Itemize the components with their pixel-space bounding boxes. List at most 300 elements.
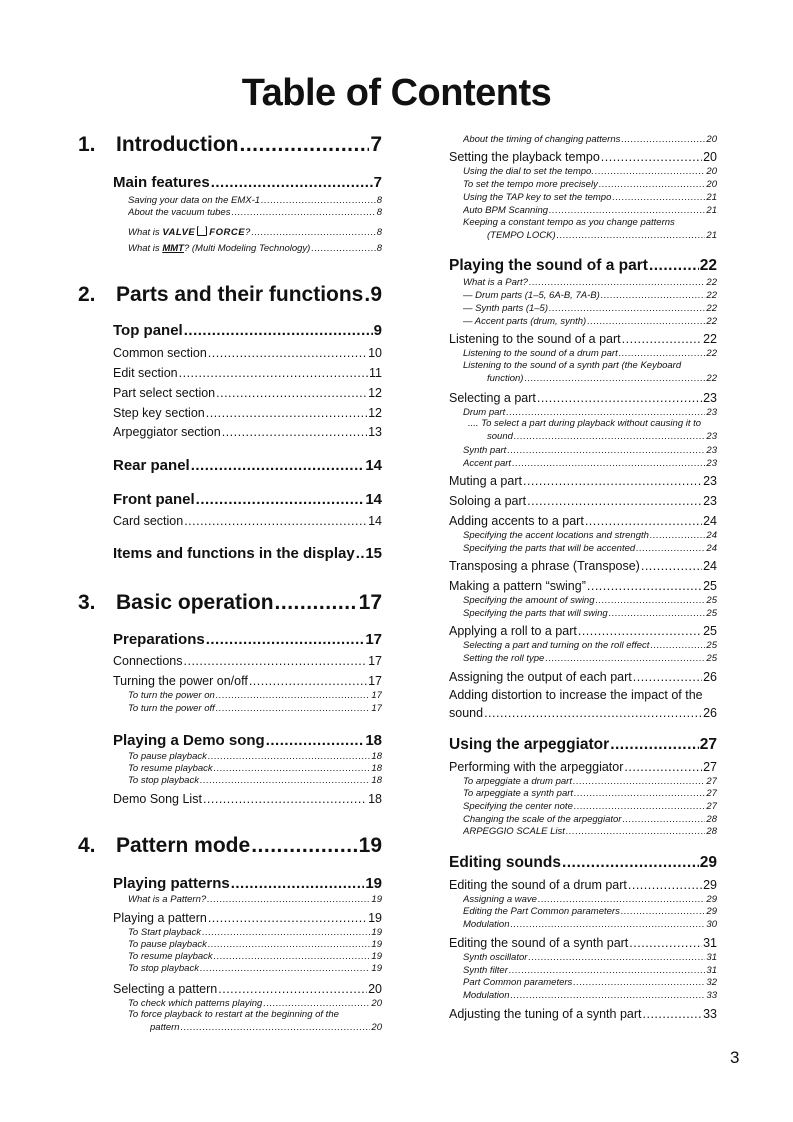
vacuum-tube-icon xyxy=(197,226,207,236)
toc-item[interactable] xyxy=(463,652,717,664)
toc-item[interactable] xyxy=(463,529,717,541)
leader-dots xyxy=(601,290,706,301)
page-ref: 24 xyxy=(703,559,717,573)
leader-dots xyxy=(222,425,367,439)
toc-subsection[interactable] xyxy=(113,672,382,688)
page-ref: 25 xyxy=(703,579,717,593)
toc-item[interactable] xyxy=(128,226,382,238)
page-ref: 9 xyxy=(370,283,382,306)
toc-item[interactable] xyxy=(128,242,382,254)
leader-dots xyxy=(557,230,706,241)
page-ref: 12 xyxy=(368,386,382,400)
toc-item[interactable] xyxy=(463,457,717,469)
entry-title: Synth part xyxy=(463,445,507,456)
leader-dots xyxy=(207,894,370,905)
entry-title: Setting the playback tempo xyxy=(449,150,600,164)
leader-dots xyxy=(275,591,358,615)
entry-title: Editing sounds xyxy=(449,854,561,871)
entry-title: Making a pattern “swing” xyxy=(449,579,586,593)
page-ref: 24 xyxy=(706,543,717,554)
force-logo: FORCE xyxy=(209,227,246,238)
leader-dots xyxy=(587,316,705,327)
entry-title: Arpeggiator section xyxy=(113,425,221,439)
toc-item[interactable] xyxy=(463,178,717,190)
toc-item[interactable] xyxy=(463,775,717,787)
entry-title xyxy=(78,133,238,157)
entry-title: — Drum parts (1–5, 6A-B, 7A-B) xyxy=(463,290,600,301)
leader-dots xyxy=(231,207,375,218)
chapter-title: Introduction xyxy=(116,133,239,156)
toc-section[interactable] xyxy=(113,489,382,508)
leader-dots xyxy=(231,875,365,892)
toc-item[interactable] xyxy=(463,406,717,418)
toc-item[interactable] xyxy=(463,289,717,301)
toc-item[interactable] xyxy=(463,444,717,456)
toc-section[interactable] xyxy=(113,172,382,191)
entry-title: Playing patterns xyxy=(113,875,230,892)
page-ref: 20 xyxy=(706,166,717,177)
page-ref: 22 xyxy=(706,348,717,359)
entry-title: Adding accents to a part xyxy=(449,514,584,528)
page-ref: 26 xyxy=(703,670,717,684)
toc-subsection[interactable] xyxy=(113,404,382,420)
leader-dots xyxy=(585,514,702,528)
page-ref: 23 xyxy=(706,445,717,456)
entry-title: Setting the roll type xyxy=(463,653,545,664)
toc-subsection[interactable] xyxy=(449,622,717,638)
page-ref: 25 xyxy=(706,595,717,606)
page-ref: 18 xyxy=(368,792,382,806)
toc-subsection[interactable] xyxy=(113,790,382,806)
entry-title: Editing the sound of a drum part xyxy=(449,878,627,892)
page-ref: 7 xyxy=(373,174,382,191)
toc-section[interactable] xyxy=(449,256,717,275)
toc-item[interactable] xyxy=(463,813,717,825)
toc-subsection[interactable] xyxy=(113,344,382,360)
leader-dots xyxy=(566,826,706,837)
toc-item[interactable] xyxy=(487,229,717,241)
toc-item-line1[interactable]: To force playback to restart at the beginning of the xyxy=(128,1009,339,1020)
page-ref: 22 xyxy=(703,332,717,346)
page-ref: 25 xyxy=(706,653,717,664)
leader-dots xyxy=(181,1022,371,1033)
toc-subsection-line1[interactable]: Adding distortion to increase the impact of the xyxy=(449,688,703,702)
leader-dots xyxy=(218,982,367,996)
toc-item[interactable] xyxy=(128,774,382,786)
toc-item-line1[interactable]: .... To select a part during playback without causing it to xyxy=(468,418,702,429)
leader-dots xyxy=(507,445,705,456)
page-ref: 8 xyxy=(376,207,382,218)
toc-item[interactable] xyxy=(463,302,717,314)
toc-item[interactable] xyxy=(128,938,382,950)
leader-dots xyxy=(206,631,365,648)
leader-dots xyxy=(266,732,365,749)
toc-subsection[interactable] xyxy=(113,980,382,996)
entry-title: To turn the power off xyxy=(128,703,215,714)
page-ref: 9 xyxy=(373,322,382,339)
toc-subsection[interactable] xyxy=(113,384,382,400)
page-ref: 27 xyxy=(703,760,717,774)
toc-item[interactable] xyxy=(128,926,382,938)
page-ref: 28 xyxy=(706,814,717,825)
toc-subsection[interactable] xyxy=(449,512,717,528)
toc-item-line1[interactable]: Keeping a constant tempo as you change patterns xyxy=(463,217,675,228)
page-ref: 29 xyxy=(706,894,717,905)
page-ref: 8 xyxy=(376,195,382,206)
toc-subsection[interactable] xyxy=(449,704,717,720)
leader-dots xyxy=(612,192,705,203)
toc-section[interactable] xyxy=(113,730,382,749)
entry-title: ARPEGGIO SCALE List xyxy=(463,826,565,837)
entry-title: About the vacuum tubes xyxy=(128,207,231,218)
toc-item[interactable] xyxy=(487,372,717,384)
leader-dots xyxy=(609,608,706,619)
page-ref: 33 xyxy=(703,1007,717,1021)
entry-title: To resume playback xyxy=(128,951,213,962)
page-ref: 20 xyxy=(703,150,717,164)
toc-item[interactable] xyxy=(463,204,717,216)
leader-dots xyxy=(214,951,371,962)
page-ref: 31 xyxy=(706,965,717,976)
leader-dots xyxy=(206,406,367,420)
toc-subsection[interactable] xyxy=(449,668,717,684)
toc-item[interactable] xyxy=(463,893,717,905)
entry-title: To arpeggiate a synth part xyxy=(463,788,574,799)
page-ref: 25 xyxy=(703,624,717,638)
entry-title: Assigning the output of each part xyxy=(449,670,632,684)
leader-dots xyxy=(578,624,702,638)
page-ref: 27 xyxy=(706,788,717,799)
toc-item[interactable] xyxy=(463,133,717,145)
entry-title: To set the tempo more precisely xyxy=(463,179,598,190)
page-ref: 7 xyxy=(370,133,382,156)
entry-title xyxy=(128,243,310,254)
page-ref: 14 xyxy=(365,491,382,508)
page-ref: 29 xyxy=(699,854,717,871)
page-ref: 21 xyxy=(706,192,717,203)
toc-item[interactable] xyxy=(128,962,382,974)
entry-title: Specifying the center note xyxy=(463,801,573,812)
toc-item[interactable] xyxy=(128,206,382,218)
page-ref: 11 xyxy=(369,366,382,380)
leader-dots xyxy=(211,174,373,191)
leader-dots xyxy=(649,257,699,275)
page-ref: 23 xyxy=(703,494,717,508)
toc-chapter-1[interactable] xyxy=(78,131,382,157)
toc-item[interactable] xyxy=(463,639,717,651)
leader-dots xyxy=(529,277,705,288)
page-ref: 22 xyxy=(706,303,717,314)
page-ref: 25 xyxy=(706,640,717,651)
leader-dots xyxy=(527,494,702,508)
page-ref: 20 xyxy=(706,134,717,145)
entry-text: Parts and their functions xyxy=(116,283,364,306)
leader-dots xyxy=(610,736,699,754)
page-ref: 17 xyxy=(358,591,382,614)
page-ref: 14 xyxy=(368,514,382,528)
entry-title: Drum part xyxy=(463,407,506,418)
leader-dots xyxy=(356,545,365,562)
entry-title: Listening to the sound of a drum part xyxy=(463,348,618,359)
leader-dots xyxy=(184,654,368,668)
entry-title: Playing a pattern xyxy=(113,911,207,925)
toc-subsection[interactable] xyxy=(449,1005,717,1021)
chapter-number: 1. xyxy=(78,133,96,156)
toc-item[interactable] xyxy=(463,976,717,988)
entry-title: sound xyxy=(449,706,484,720)
toc-item[interactable] xyxy=(128,194,382,206)
page-ref: 19 xyxy=(371,963,382,974)
entry-text: 4. xyxy=(78,834,96,857)
toc-section[interactable] xyxy=(113,320,382,339)
page-ref: 23 xyxy=(706,407,717,418)
leader-dots xyxy=(596,595,706,606)
page-ref: 8 xyxy=(376,227,382,238)
entry-title: What is a Pattern? xyxy=(128,894,207,905)
page-ref: 22 xyxy=(699,257,717,274)
leader-dots xyxy=(208,751,371,762)
entry-title: Synth filter xyxy=(463,965,508,976)
page-ref: 18 xyxy=(371,751,382,762)
entry-title: Playing a Demo song xyxy=(113,732,265,749)
page-ref: 17 xyxy=(365,631,382,648)
toc-item[interactable] xyxy=(463,918,717,930)
entry-title: Modulation xyxy=(463,919,510,930)
entry-text: Pattern mode xyxy=(116,834,251,857)
leader-dots xyxy=(629,936,702,950)
entry-title: Specifying the parts that will be accented xyxy=(463,543,636,554)
entry-title: — Synth parts (1–5) xyxy=(463,303,549,314)
leader-dots xyxy=(216,690,371,701)
leader-dots xyxy=(261,195,376,206)
leader-dots xyxy=(574,801,706,812)
toc-item[interactable] xyxy=(128,997,382,1009)
entry-title: Rear panel xyxy=(113,457,190,474)
toc-item[interactable] xyxy=(463,951,717,963)
entry-title: To check which patterns playing xyxy=(128,998,263,1009)
toc-item[interactable] xyxy=(150,1021,382,1033)
toc-item[interactable] xyxy=(128,893,382,905)
page-ref: 17 xyxy=(368,654,382,668)
leader-dots xyxy=(633,670,702,684)
page-ref: 31 xyxy=(706,952,717,963)
toc-item[interactable] xyxy=(463,825,717,837)
toc-item[interactable] xyxy=(463,315,717,327)
toc-item[interactable] xyxy=(463,191,717,203)
toc-section[interactable] xyxy=(449,735,717,754)
page-ref: 24 xyxy=(703,514,717,528)
toc-subsection[interactable] xyxy=(449,148,717,164)
page-ref: 31 xyxy=(703,936,717,950)
entry-title: Synth oscillator xyxy=(463,952,528,963)
toc-item[interactable] xyxy=(463,787,717,799)
entry-title: function) xyxy=(487,373,524,384)
leader-dots xyxy=(506,407,705,418)
entry-title: (TEMPO LOCK) xyxy=(487,230,556,241)
toc-item[interactable] xyxy=(463,964,717,976)
leader-dots xyxy=(622,814,705,825)
page-ref: 19 xyxy=(358,834,382,857)
toc-subsection[interactable] xyxy=(113,909,382,925)
leader-dots xyxy=(641,559,702,573)
entry-text: ? (Multi Modeling Technology) xyxy=(183,243,311,254)
toc-item-line1[interactable]: Listening to the sound of a synth part (the Keyboard xyxy=(463,360,682,371)
entry-title: Edit section xyxy=(113,366,178,380)
toc-subsection[interactable] xyxy=(449,472,717,488)
entry-title: Applying a roll to a part xyxy=(449,624,577,638)
leader-dots xyxy=(208,939,371,950)
page-ref: 19 xyxy=(371,927,382,938)
toc-chapter-2[interactable] xyxy=(78,281,382,307)
leader-dots xyxy=(537,391,702,405)
page-ref: 29 xyxy=(703,878,717,892)
page-ref: 20 xyxy=(371,998,382,1009)
entry-title: Accent part xyxy=(463,458,512,469)
toc-item[interactable] xyxy=(128,750,382,762)
toc-subsection[interactable] xyxy=(449,577,717,593)
page-ref: 19 xyxy=(371,951,382,962)
toc-subsection[interactable] xyxy=(113,364,382,380)
toc-chapter-4[interactable] xyxy=(78,832,382,858)
leader-dots xyxy=(200,963,370,974)
entry-title: To Start playback xyxy=(128,927,202,938)
page-ref: 21 xyxy=(706,205,717,216)
toc-item[interactable] xyxy=(463,989,717,1001)
leader-dots xyxy=(643,1007,703,1021)
toc-item[interactable] xyxy=(463,594,717,606)
toc-item[interactable] xyxy=(463,800,717,812)
toc-subsection[interactable] xyxy=(113,512,382,528)
toc-item[interactable] xyxy=(463,905,717,917)
leader-dots xyxy=(196,491,365,508)
toc-subsection[interactable] xyxy=(449,389,717,405)
page-ref: 23 xyxy=(703,474,717,488)
entry-title: About the timing of changing patterns xyxy=(463,134,621,145)
leader-dots xyxy=(251,834,357,858)
entry-title: To resume playback xyxy=(128,763,213,774)
page-ref: 21 xyxy=(706,230,717,241)
toc-item[interactable] xyxy=(487,430,717,442)
section-title: Main features xyxy=(113,174,210,191)
entry-title: Card section xyxy=(113,514,184,528)
leader-dots xyxy=(574,788,705,799)
toc-subsection[interactable] xyxy=(449,492,717,508)
toc-item[interactable] xyxy=(463,165,717,177)
entry-text: What is xyxy=(128,243,160,254)
page-ref: 17 xyxy=(371,690,382,701)
toc-subsection[interactable] xyxy=(449,758,717,774)
leader-dots xyxy=(636,543,705,554)
toc-item[interactable] xyxy=(128,950,382,962)
toc-subsection[interactable] xyxy=(449,876,717,892)
toc-subsection[interactable] xyxy=(449,557,717,573)
leader-dots xyxy=(510,990,705,1001)
toc-section[interactable] xyxy=(113,629,382,648)
entry-title: Specifying the accent locations and strength xyxy=(463,530,649,541)
page-ref: 20 xyxy=(368,982,382,996)
toc-item[interactable] xyxy=(463,347,717,359)
entry-title: Front panel xyxy=(113,491,195,508)
leader-dots xyxy=(595,166,705,177)
leader-dots xyxy=(510,919,705,930)
page-ref: 32 xyxy=(706,977,717,988)
toc-chapter-3[interactable] xyxy=(78,589,382,615)
leader-dots xyxy=(549,303,705,314)
page-number: 3 xyxy=(730,1048,740,1067)
page-ref: 33 xyxy=(706,990,717,1001)
leader-dots xyxy=(573,776,705,787)
entry-text: Basic operation xyxy=(116,591,274,614)
entry-text: ? xyxy=(245,227,251,238)
entry-title: To pause playback xyxy=(128,751,207,762)
entry-title: Transposing a phrase (Transpose) xyxy=(449,559,640,573)
page-ref: 17 xyxy=(368,674,382,688)
page-ref: 23 xyxy=(703,391,717,405)
page-ref: 8 xyxy=(376,243,382,254)
page-ref: 22 xyxy=(706,277,717,288)
leader-dots xyxy=(619,348,706,359)
toc-subsection[interactable] xyxy=(113,652,382,668)
entry-title: Specifying the parts that will swing xyxy=(463,608,608,619)
entry-title: Modulation xyxy=(463,990,510,1001)
toc-item[interactable] xyxy=(463,276,717,288)
entry-title: What is a Part? xyxy=(463,277,528,288)
entry-title: Selecting a part xyxy=(449,391,536,405)
toc-subsection[interactable] xyxy=(449,934,717,950)
page-ref: 27 xyxy=(706,801,717,812)
toc-subsection[interactable] xyxy=(113,423,382,439)
toc-item[interactable] xyxy=(463,607,717,619)
entry-title: To pause playback xyxy=(128,939,207,950)
entry-title: Turning the power on/off xyxy=(113,674,248,688)
leader-dots xyxy=(214,763,371,774)
toc-section[interactable] xyxy=(113,543,382,562)
leader-dots xyxy=(311,243,375,254)
toc-item[interactable] xyxy=(128,702,382,714)
toc-section[interactable] xyxy=(113,873,382,892)
entry-title xyxy=(78,283,363,307)
entry-text: What is xyxy=(128,227,160,238)
page-ref: 15 xyxy=(365,545,382,562)
entry-title: Using the arpeggiator xyxy=(449,736,610,753)
leader-dots xyxy=(573,977,705,988)
page-ref: 22 xyxy=(706,373,717,384)
toc-item[interactable] xyxy=(128,689,382,701)
leader-dots xyxy=(203,792,367,806)
toc-section[interactable] xyxy=(449,853,717,872)
entry-title: Top panel xyxy=(113,322,183,339)
leader-dots xyxy=(239,133,369,157)
leader-dots xyxy=(621,134,705,145)
entry-title: To stop playback xyxy=(128,775,199,786)
page-ref: 18 xyxy=(371,775,382,786)
leader-dots xyxy=(628,878,702,892)
page-ref: 26 xyxy=(703,706,717,720)
entry-title: To stop playback xyxy=(128,963,199,974)
entry-title: Auto BPM Scanning xyxy=(463,205,549,216)
page-ref: 12 xyxy=(368,406,382,420)
toc-item[interactable] xyxy=(128,762,382,774)
toc-subsection[interactable] xyxy=(449,330,717,346)
entry-title: Preparations xyxy=(113,631,205,648)
toc-item[interactable] xyxy=(463,542,717,554)
leader-dots xyxy=(545,653,705,664)
toc-section[interactable] xyxy=(113,455,382,474)
page-ref: 19 xyxy=(365,875,382,892)
mmt-logo: MMT xyxy=(162,243,184,254)
valve-logo: VALVE xyxy=(162,227,196,238)
leader-dots xyxy=(562,854,699,872)
